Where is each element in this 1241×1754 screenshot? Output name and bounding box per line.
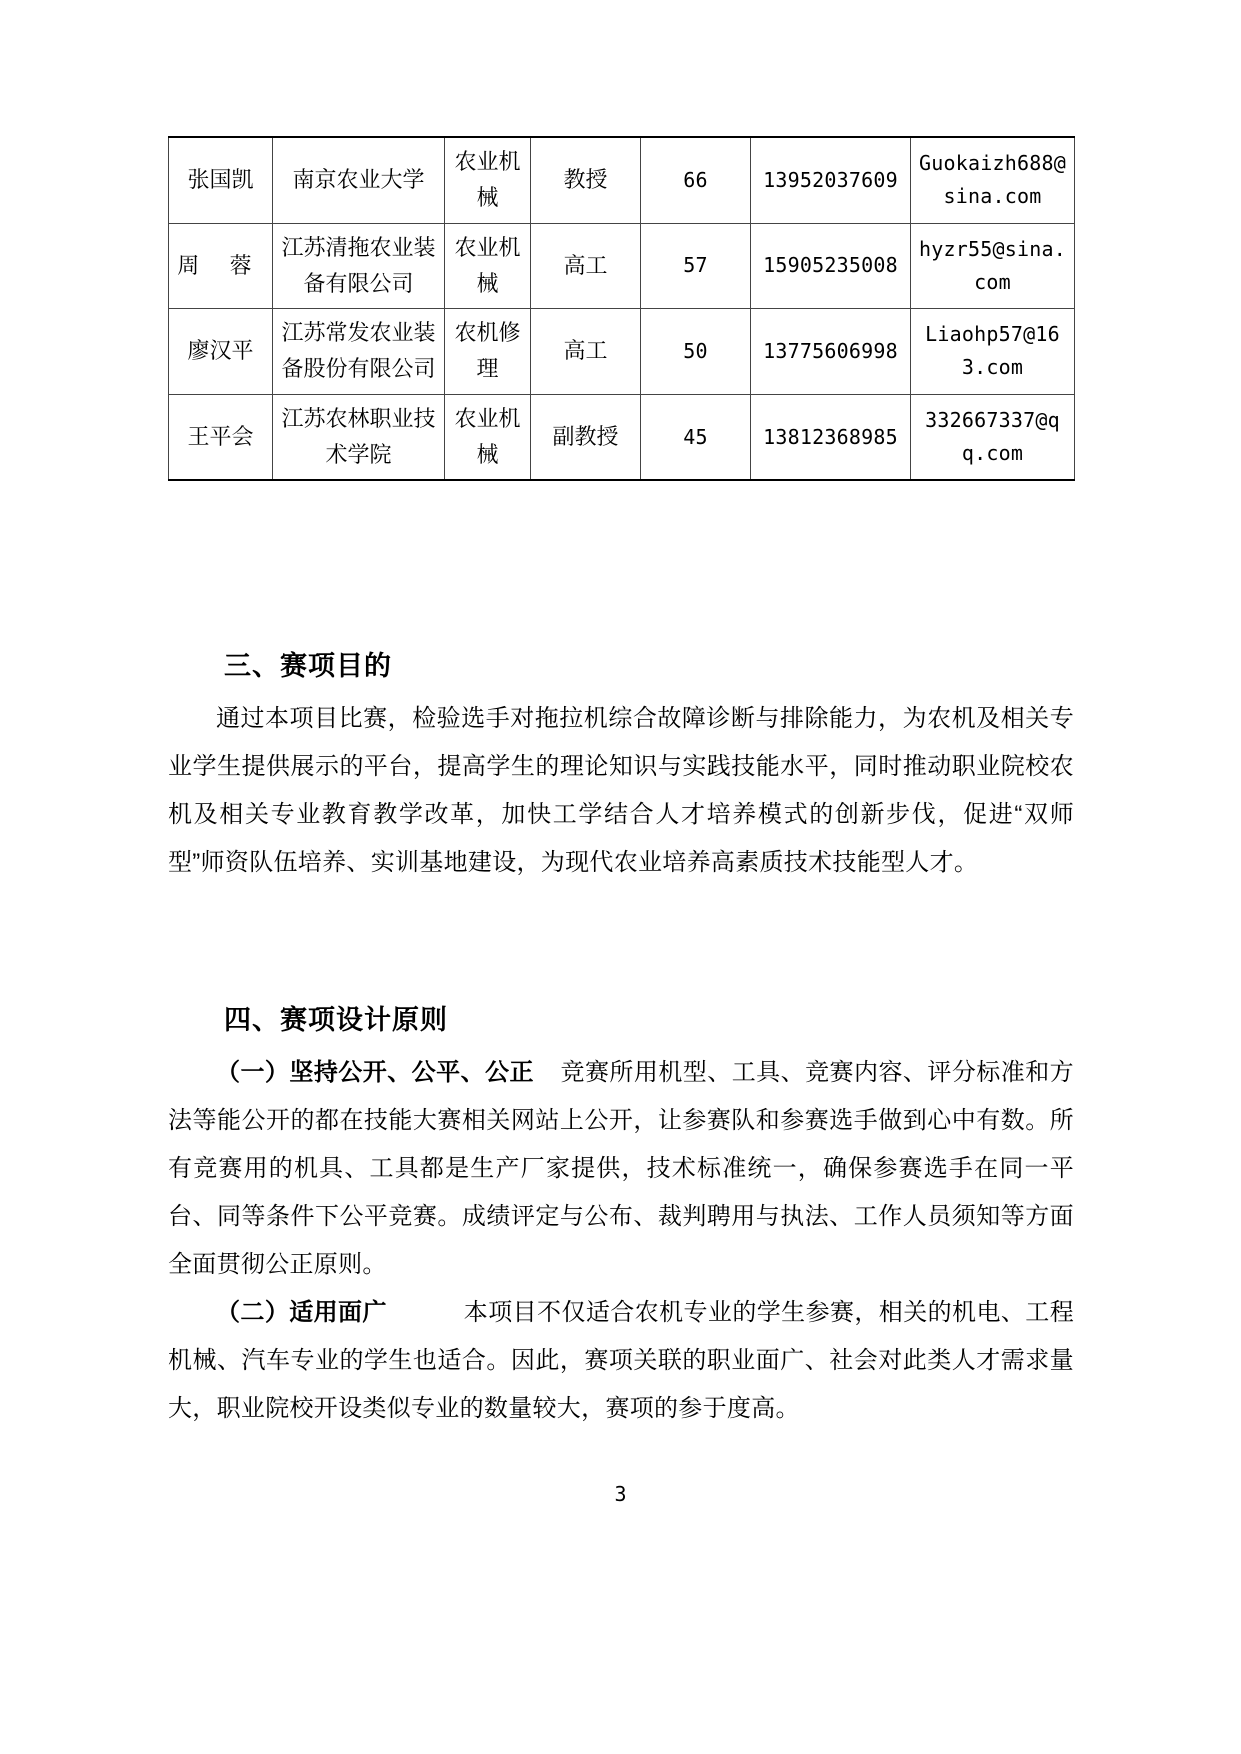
cell-age: 66: [641, 137, 751, 223]
cell-major: 农业机械: [445, 394, 531, 480]
cell-org: 江苏清拖农业装备有限公司: [273, 223, 445, 309]
cell-title: 高工: [531, 309, 641, 395]
cell-title: 副教授: [531, 394, 641, 480]
cell-phone: 13812368985: [751, 394, 911, 480]
section-purpose: [168, 646, 1074, 887]
cell-org: 南京农业大学: [273, 137, 445, 223]
table-row: [169, 309, 1075, 395]
cell-name: 廖汉平: [169, 309, 273, 395]
cell-name: 周 蓉: [169, 223, 273, 309]
principle-item-2: [168, 1289, 1074, 1433]
principle-item-1: [168, 1049, 1074, 1289]
principle-text-1: 竞赛所用机型、工具、竞赛内容、评分标准和方法等能公开的都在技能大赛相关网站上公开，让参赛队和参赛选手做到心中有数。所有竞赛用的机具、工具都是生产厂家提供，技术标准统一，确保参赛选手在同一平台、同等条件下公平竞赛。成绩评定与公布、裁判聘用与执法、工作人员须知等方面全面贯彻公正原则。: [168, 1058, 1074, 1278]
principle-text-2: 本项目不仅适合农机专业的学生参赛，相关的机电、工程机械、汽车专业的学生也适合。因此，赛项关联的职业面广、社会对此类人才需求量大，职业院校开设类似专业的数量较大，赛项的参于度高。: [168, 1298, 1074, 1422]
table-row: [169, 137, 1075, 223]
cell-phone: 13952037609: [751, 137, 911, 223]
cell-age: 45: [641, 394, 751, 480]
cell-org: 江苏农林职业技术学院: [273, 394, 445, 480]
cell-email: Guokaizh688@sina.com: [911, 137, 1075, 223]
section-heading-purpose: 三、赛项目的: [224, 651, 392, 681]
cell-email: 332667337@qq.com: [911, 394, 1075, 480]
cell-major: 农业机械: [445, 137, 531, 223]
table-body: [169, 137, 1075, 480]
cell-major: 农机修理: [445, 309, 531, 395]
cell-title: 教授: [531, 137, 641, 223]
cell-major: 农业机械: [445, 223, 531, 309]
cell-phone: 13775606998: [751, 309, 911, 395]
cell-phone: 15905235008: [751, 223, 911, 309]
section-heading-principles: 四、赛项设计原则: [224, 1005, 448, 1035]
cell-name: 王平会: [169, 394, 273, 480]
page-number: 3: [614, 1482, 627, 1506]
expert-roster-table: [168, 136, 1075, 481]
table-row: [169, 223, 1075, 309]
table-row: [169, 394, 1075, 480]
cell-email: Liaohp57@163.com: [911, 309, 1075, 395]
principle-label-2: （二）适用面广: [216, 1298, 387, 1326]
cell-age: 50: [641, 309, 751, 395]
section-principles: [168, 1000, 1074, 1433]
cell-name: 张国凯: [169, 137, 273, 223]
cell-email: hyzr55@sina.com: [911, 223, 1075, 309]
cell-org: 江苏常发农业装备股份有限公司: [273, 309, 445, 395]
principle-label-1: （一）坚持公开、公平、公正: [216, 1058, 534, 1086]
section-body-purpose: 通过本项目比赛，检验选手对拖拉机综合故障诊断与排除能力，为农机及相关专业学生提供展示的平台，提高学生的理论知识与实践技能水平，同时推动职业院校农机及相关专业教育教学改革，加快工学结合人才培养模式的创新步伐，促进“双师型”师资队伍培养、实训基地建设，为现代农业培养高素质技术技能型人才。: [168, 704, 1074, 876]
cell-title: 高工: [531, 223, 641, 309]
cell-age: 57: [641, 223, 751, 309]
